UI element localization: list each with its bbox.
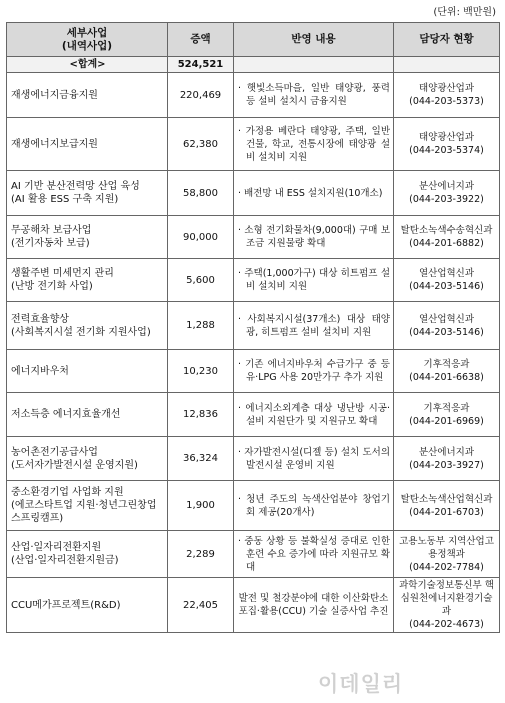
table-row — [7, 73, 500, 118]
manager-cell — [394, 578, 500, 633]
project-subtitle: (AI 활용 ESS 구축 지원) — [11, 194, 119, 205]
manager-cell — [394, 171, 500, 216]
amount-cell: 10,230 — [168, 350, 234, 393]
amount-cell: 5,600 — [168, 259, 234, 302]
content-cell — [234, 259, 394, 302]
table-row — [7, 259, 500, 302]
header-content: 반영 내용 — [234, 23, 394, 57]
content-cell — [234, 481, 394, 531]
project-name — [7, 437, 168, 481]
manager-department: 열산업혁신과 — [418, 313, 475, 325]
content-cell — [234, 171, 394, 216]
content-cell — [234, 302, 394, 350]
table-row — [7, 216, 500, 259]
amount-cell: 90,000 — [168, 216, 234, 259]
project-name — [7, 393, 168, 437]
content-cell — [234, 531, 394, 578]
content-item: · 배전망 내 ESS 설치지원(10개소) — [238, 187, 383, 199]
table-row — [7, 578, 500, 633]
manager-phone: (044-203-5146) — [409, 326, 484, 338]
manager-phone: (044-203-5374) — [409, 145, 484, 156]
manager-department: 열산업혁신과 — [418, 268, 475, 279]
content-item: · 가정용 베란다 태양광, 주택, 일반건물, 학교, 전통시장에 태양광 설비 설치비 지원 — [238, 125, 390, 163]
table-row — [7, 171, 500, 216]
table-row — [7, 118, 500, 171]
content-cell — [234, 393, 394, 437]
table-row — [7, 481, 500, 531]
amount-cell: 58,800 — [168, 171, 234, 216]
content-item: 발전 및 철강분야에 대한 이산화탄소 포집·활용(CCU) 기술 실증사업 추진 — [238, 593, 389, 617]
content-cell — [234, 216, 394, 259]
manager-department: 과학기술정보통신부 핵심원천에너지환경기술과 — [399, 580, 494, 617]
content-item: · 사회복지시설(37개소) 대상 태양광, 히트펌프 설비 설치비 지원 — [238, 313, 390, 338]
table-row — [7, 302, 500, 350]
content-item: · 자가발전시설(디젤 등) 설치 도서의 발전시설 운영비 지원 — [238, 446, 390, 471]
watermark-logo: 이데일리 — [318, 672, 404, 696]
unit-note: (단위: 백만원) — [433, 7, 496, 18]
project-name — [7, 118, 168, 171]
manager-cell — [394, 531, 500, 578]
content-item: · 에너지소외계층 대상 냉난방 시공·설비 지원단가 및 지원규모 확대 — [238, 402, 390, 427]
manager-phone: (044-203-5146) — [409, 281, 484, 292]
manager-phone: (044-201-6882) — [409, 238, 484, 249]
manager-department: 기후적응과 — [423, 359, 470, 370]
project-subtitle: (사회복지시설 전기화 지원사업) — [11, 326, 151, 338]
manager-cell — [394, 481, 500, 531]
amount-cell: 62,380 — [168, 118, 234, 171]
project-name — [7, 578, 168, 633]
project-name — [7, 216, 168, 259]
content-item: · 햇빛소득마을, 일반 태양광, 풍력 등 설비 설치시 금융지원 — [238, 83, 390, 107]
manager-cell — [394, 302, 500, 350]
header-amount: 증액 — [168, 23, 234, 57]
total-row — [7, 57, 500, 73]
project-name — [7, 531, 168, 578]
project-title: 농어촌전기공급사업 — [11, 446, 98, 458]
manager-cell — [394, 350, 500, 393]
manager-department: 기후적응과 — [423, 402, 470, 414]
amount-cell: 12,836 — [168, 393, 234, 437]
table-row — [7, 393, 500, 437]
content-item: · 청년 주도의 녹색산업분야 창업기회 제공(20개사) — [238, 493, 390, 518]
table-row — [7, 437, 500, 481]
table-row — [7, 350, 500, 393]
amount-cell: 36,324 — [168, 437, 234, 481]
project-title: 생활주변 미세먼지 관리 — [11, 268, 114, 279]
content-cell — [234, 578, 394, 633]
project-subtitle: (도서자가발전시설 운영지원) — [11, 459, 138, 471]
project-title: 중소환경기업 사업화 지원 — [11, 487, 124, 498]
project-subtitle: (에코스타트업 지원·청년그린창업스프링캠프) — [11, 500, 157, 524]
project-title: 재생에너지금융지원 — [11, 89, 98, 101]
content-cell — [234, 118, 394, 171]
project-title: 재생에너지보급지원 — [11, 138, 98, 150]
project-subtitle: (전기자동차 보급) — [11, 238, 90, 249]
header-project-label: 세부사업 — [66, 26, 108, 39]
table-row — [7, 531, 500, 578]
header-manager: 담당자 현황 — [394, 23, 500, 57]
project-name — [7, 171, 168, 216]
manager-cell — [394, 118, 500, 171]
project-title: 전력효율향상 — [11, 313, 69, 325]
content-cell — [234, 437, 394, 481]
amount-cell: 1,288 — [168, 302, 234, 350]
total-manager-empty — [394, 57, 500, 73]
total-content-empty — [234, 57, 394, 73]
project-title: 산업·일자리전환지원 — [11, 542, 102, 553]
manager-phone: (044-203-3927) — [409, 459, 484, 471]
amount-cell: 2,289 — [168, 531, 234, 578]
content-cell — [234, 73, 394, 118]
content-item: · 소형 전기화물차(9,000대) 구매 보조금 지원물량 확대 — [238, 225, 390, 249]
content-cell — [234, 350, 394, 393]
manager-phone: (044-202-7784) — [409, 561, 484, 573]
manager-department: 고용노동부 지역산업고용정책과 — [399, 535, 494, 560]
manager-phone: (044-201-6703) — [409, 506, 484, 518]
header-project — [7, 23, 168, 57]
total-amount: 524,521 — [168, 57, 234, 73]
manager-department: 태양광산업과 — [418, 83, 475, 94]
header-row — [7, 23, 500, 57]
manager-phone: (044-202-4673) — [409, 619, 484, 630]
project-title: 저소득층 에너지효율개선 — [11, 409, 121, 420]
project-title: AI 기반 분산전력망 산업 육성 — [11, 181, 140, 192]
project-title: CCU메가프로젝트(R&D) — [11, 599, 121, 611]
manager-cell — [394, 216, 500, 259]
project-subtitle: (난방 전기화 사업) — [11, 281, 93, 292]
manager-cell — [394, 393, 500, 437]
project-subtitle: (산업·일자리전환지원금) — [11, 555, 119, 566]
budget-table — [6, 22, 500, 633]
project-name — [7, 259, 168, 302]
amount-cell: 1,900 — [168, 481, 234, 531]
content-item: · 중동 상황 등 불확실성 증대로 인한 훈련 수요 증가에 따라 지원규모 확대 — [238, 535, 390, 573]
manager-phone: (044-203-5373) — [409, 96, 484, 107]
manager-department: 태양광산업과 — [418, 132, 475, 143]
manager-phone: (044-201-6638) — [409, 372, 484, 383]
manager-cell — [394, 437, 500, 481]
manager-department: 탈탄소녹색산업혁신과 — [400, 493, 493, 505]
manager-phone: (044-201-6969) — [409, 415, 484, 427]
manager-department: 분산에너지과 — [418, 181, 475, 192]
amount-cell: 22,405 — [168, 578, 234, 633]
project-title: 에너지바우처 — [11, 365, 69, 377]
manager-department: 탈탄소녹색수송혁신과 — [400, 225, 493, 236]
project-title: 무공해차 보급사업 — [11, 225, 92, 236]
total-label: <합계> — [7, 57, 168, 73]
amount-cell: 220,469 — [168, 73, 234, 118]
manager-cell — [394, 259, 500, 302]
manager-phone: (044-203-3922) — [409, 194, 484, 205]
manager-cell — [394, 73, 500, 118]
content-item: · 기존 에너지바우처 수급가구 중 등유·LPG 사용 20만가구 추가 지원 — [238, 359, 390, 383]
project-name — [7, 73, 168, 118]
project-name — [7, 481, 168, 531]
project-name — [7, 302, 168, 350]
content-item: · 주택(1,000가구) 대상 히트펌프 설비 설치비 지원 — [238, 268, 390, 292]
header-project-sub: (내역사업) — [61, 39, 113, 52]
project-name — [7, 350, 168, 393]
manager-department: 분산에너지과 — [418, 446, 475, 458]
